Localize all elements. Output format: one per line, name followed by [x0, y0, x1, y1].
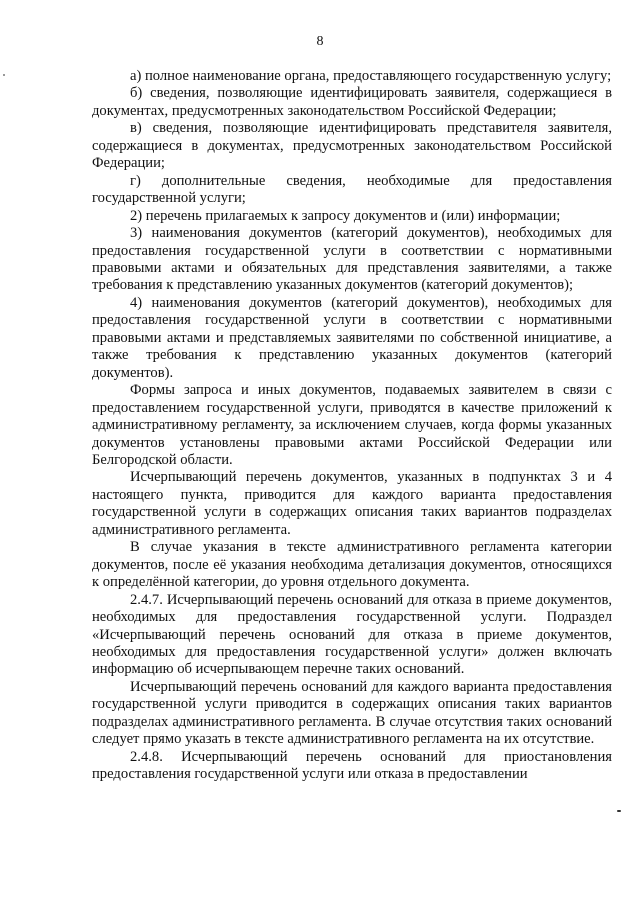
paragraph-item-4: 4) наименования документов (категорий документов), необходимых для предоставления государственной услуги в соответствии с нормативными правовыми актами и представляемых заявителями по собственной инициативе, а также требования к представлению указанных документов (категорий документов).	[92, 294, 612, 381]
paragraph-item-3: 3) наименования документов (категорий документов), необходимых для предоставления государственной услуги в соответствии с нормативными правовыми актами и обязательных для представления заявителями, а также требования к представлению указанных документов (категорий документов);	[92, 225, 612, 294]
paragraph-v: в) сведения, позволяющие идентифицировать представителя заявителя, содержащиеся в документах, предусмотренных законодательством Российской Федерации;	[92, 120, 612, 172]
paragraph-category: В случае указания в тексте административного регламента категории документов, после её указания необходима детализация документов, относящихся к определённой категории, до уровня отдельного документа.	[92, 539, 612, 591]
paragraph-g: г) дополнительные сведения, необходимые для предоставления государственной услуги;	[92, 172, 612, 207]
document-body	[92, 68, 612, 784]
paragraph-item-2: 2) перечень прилагаемых к запросу документов и (или) информации;	[130, 207, 561, 224]
scan-mark	[617, 810, 621, 812]
paragraph-2-4-7: 2.4.7. Исчерпывающий перечень оснований для отказа в приеме документов, необходимых для предоставления государственной услуги. Подраздел «Исчерпывающий перечень оснований для отказа в приеме документов, необходимых для предоставления государственной услуги» должен включать информацию об исчерпывающем перечне таких оснований.	[92, 591, 612, 678]
paragraph-grounds: Исчерпывающий перечень оснований для каждого варианта предоставления государственной услуги приводится в содержащих описания таких вариантов подразделах административного регламента. В случае отсутствия таких оснований следует прямо указать в тексте административного регламента на их отсутствие.	[92, 678, 612, 748]
paragraph-2-4-8: 2.4.8. Исчерпывающий перечень оснований для приостановления предоставления государственной услуги или отказа в предоставлении	[92, 748, 612, 783]
scan-speck	[3, 74, 5, 76]
paragraph-forms: Формы запроса и иных документов, подаваемых заявителем в связи с предоставлением государственной услуги, приводятся в качестве приложений к административному регламенту, за исключением случаев, когда формы указанных документов установлены правовыми актами Российской Федерации или Белгородской области.	[92, 382, 612, 468]
page-number: 8	[316, 34, 324, 49]
paragraph-a: а) полное наименование органа, предоставляющего государственную услугу;	[130, 68, 612, 84]
paragraph-b: б) сведения, позволяющие идентифицировать заявителя, содержащиеся в документах, предусмотренных законодательством Российской Федерации;	[92, 85, 612, 119]
paragraph-exhaustive-list: Исчерпывающий перечень документов, указанных в подпунктах 3 и 4 настоящего пункта, приводится для каждого варианта предоставления государственной услуги в содержащих описания таких вариантов подразделах административного регламента.	[92, 469, 612, 538]
